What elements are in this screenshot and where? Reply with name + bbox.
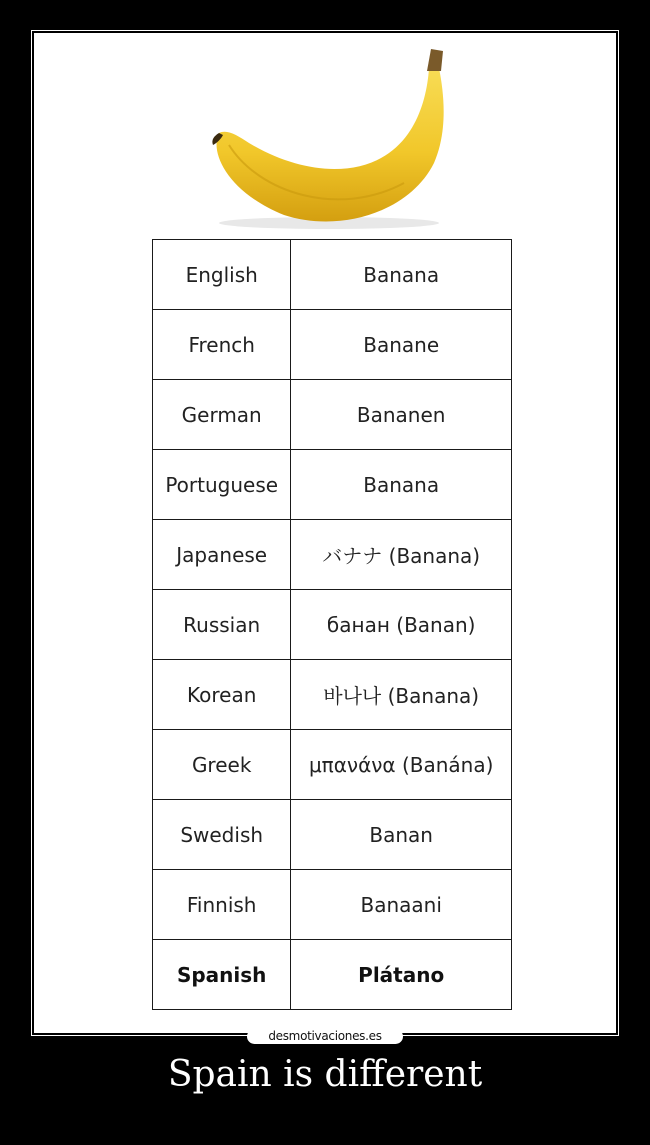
banana-word-cell: Bananen [291, 380, 512, 450]
language-cell: Portuguese [153, 450, 291, 520]
banana-word-cell: Banane [291, 310, 512, 380]
language-cell: Greek [153, 730, 291, 800]
banana-word-cell: μπανάνα (Banána) [291, 730, 512, 800]
language-table [152, 239, 512, 1010]
caption: Spain is different [167, 1054, 483, 1095]
table-row [153, 450, 512, 520]
language-cell: Korean [153, 660, 291, 730]
banana-word-cell: 바나나 (Banana) [291, 660, 512, 730]
banana-word-cell: Banana [291, 450, 512, 520]
table-row [153, 660, 512, 730]
language-cell: Russian [153, 590, 291, 660]
table-row [153, 380, 512, 450]
table-row [153, 800, 512, 870]
site-watermark: desmotivaciones.es [247, 1029, 403, 1044]
banana-word-cell: バナナ (Banana) [291, 520, 512, 590]
language-cell: Spanish [153, 940, 291, 1010]
language-cell: French [153, 310, 291, 380]
banana-image [189, 43, 469, 233]
table-row [153, 520, 512, 590]
banana-word-cell: Banana [291, 240, 512, 310]
banana-word-cell: Plátano [291, 940, 512, 1010]
table-row [153, 730, 512, 800]
table-row [153, 240, 512, 310]
language-cell: Finnish [153, 870, 291, 940]
language-cell: English [153, 240, 291, 310]
table-row [153, 310, 512, 380]
table-row [153, 940, 512, 1010]
poster-content [34, 33, 616, 1033]
language-cell: Japanese [153, 520, 291, 590]
language-cell: German [153, 380, 291, 450]
language-cell: Swedish [153, 800, 291, 870]
table-row [153, 590, 512, 660]
banana-word-cell: банан (Banan) [291, 590, 512, 660]
banana-word-cell: Banaani [291, 870, 512, 940]
table-row [153, 870, 512, 940]
banana-word-cell: Banan [291, 800, 512, 870]
